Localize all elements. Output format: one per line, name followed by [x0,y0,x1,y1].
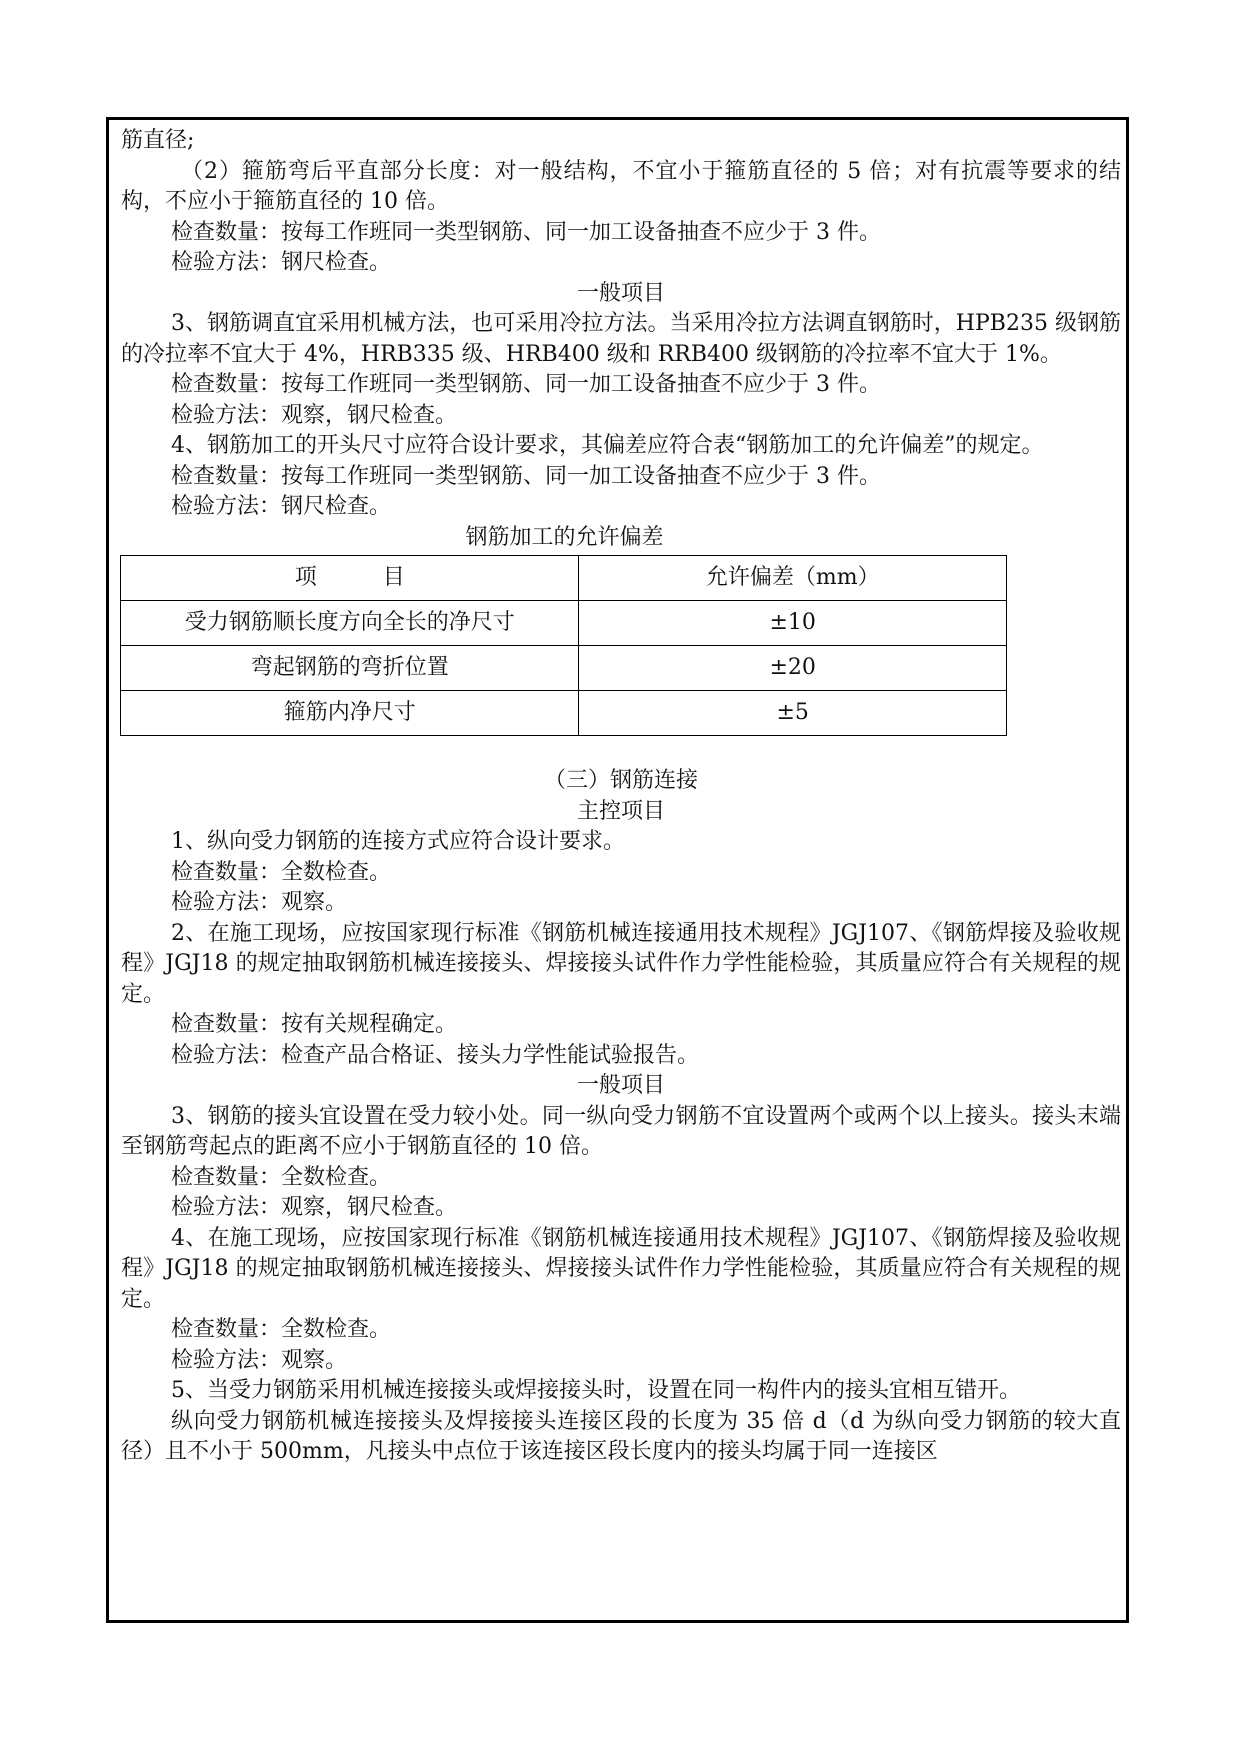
spacer [121,736,1121,766]
document-frame [106,117,1129,1623]
table-header-row [121,556,1007,601]
paragraph: 检验方法：观察。 [171,1347,348,1373]
section-title: （三）钢筋连接 [543,768,698,793]
document-body [121,126,1121,1468]
paragraph: 4、在施工现场，应按国家现行标准《钢筋机械连接通用技术规程》JGJ107、《钢筋焊接及验收规程》JGJ18 的规定抽取钢筋机械连接接头、焊接接头试件作力学性能检验，其质量应符合有关规程的规定。 [121,1225,1121,1312]
table-row [121,601,1007,646]
paragraph: 2、在施工现场，应按国家现行标准《钢筋机械连接通用技术规程》JGJ107、《钢筋焊接及验收规程》JGJ18 的规定抽取钢筋机械连接接头、焊接接头试件作力学性能检验，其质量应符合有关规程的规定。 [121,920,1121,1007]
section-heading: 一般项目 [576,1073,665,1098]
header-value: 允许偏差（mm） [579,556,1007,601]
paragraph: 检验方法：观察，钢尺检查。 [171,1195,458,1220]
section-heading: 一般项目 [576,280,665,306]
table-title: 钢筋加工的允许偏差 [465,524,664,550]
paragraph: 检验方法：观察。 [171,890,348,915]
row-value: ±20 [579,646,1007,691]
header-item: 项 目 [121,556,579,601]
paragraph: 1、纵向受力钢筋的连接方式应符合设计要求。 [171,829,625,854]
paragraph: 3、钢筋的接头宜设置在受力较小处。同一纵向受力钢筋不宜设置两个或两个以上接头。接头末端至钢筋弯起点的距离不应小于钢筋直径的 10 倍。 [121,1103,1121,1159]
paragraph: 检查数量：按有关规程确定。 [171,1012,458,1037]
paragraph: 检验方法：钢尺检查。 [171,494,392,519]
paragraph: 4、钢筋加工的开头尺寸应符合设计要求，其偏差应符合表“钢筋加工的允许偏差”的规定。 [171,433,1044,458]
paragraph: 3、钢筋调直宜采用机械方法，也可采用冷拉方法。当采用冷拉方法调直钢筋时，HPB235 级钢筋的冷拉率不宜大于 4%，HRB335 级、HRB400 级和 RRB400 级钢筋的冷拉率不宜大于 1%。 [121,311,1121,367]
tolerance-table [120,555,1007,736]
paragraph: （2）箍筋弯后平直部分长度：对一般结构，不宜小于箍筋直径的 5 倍；对有抗震等要求的结构，不应小于箍筋直径的 10 倍。 [121,158,1121,214]
row-item: 弯起钢筋的弯折位置 [121,646,579,691]
table-row [121,691,1007,736]
paragraph: 检验方法：观察，钢尺检查。 [171,402,458,428]
row-item: 受力钢筋顺长度方向全长的净尺寸 [121,601,579,646]
table-row [121,646,1007,691]
paragraph: 5、当受力钢筋采用机械连接接头或焊接接头时，设置在同一构件内的接头宜相互错开。 [171,1378,1021,1403]
paragraph: 检查数量：全数检查。 [171,1317,392,1342]
paragraph: 筋直径; [121,128,195,153]
paragraph: 检验方法：钢尺检查。 [171,250,392,275]
paragraph: 检查数量：按每工作班同一类型钢筋、同一加工设备抽查不应少于 3 件。 [171,372,881,397]
row-item: 箍筋内净尺寸 [121,691,579,736]
row-value: ±10 [579,601,1007,646]
paragraph: 检查数量：全数检查。 [171,1164,392,1190]
paragraph: 检验方法：检查产品合格证、接头力学性能试验报告。 [171,1042,700,1068]
section-heading: 主控项目 [576,798,665,824]
paragraph: 检查数量：按每工作班同一类型钢筋、同一加工设备抽查不应少于 3 件。 [171,463,881,489]
paragraph: 检查数量：全数检查。 [171,859,392,885]
row-value: ±5 [579,691,1007,736]
paragraph: 纵向受力钢筋机械连接接头及焊接接头连接区段的长度为 35 倍 d（d 为纵向受力钢筋的较大直径）且不小于 500mm，凡接头中点位于该连接区段长度内的接头均属于同一连接区 [121,1408,1121,1464]
paragraph: 检查数量：按每工作班同一类型钢筋、同一加工设备抽查不应少于 3 件。 [171,219,881,245]
